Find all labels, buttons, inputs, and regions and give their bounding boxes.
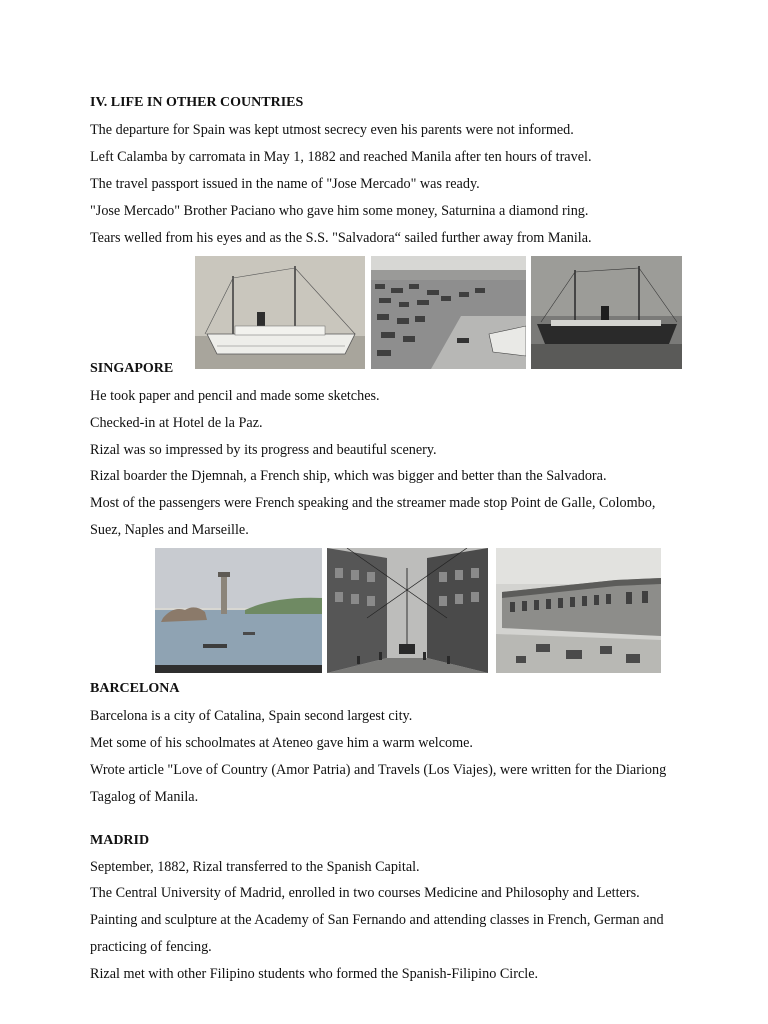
paragraph-line: Tagalog of Manila.	[90, 789, 199, 805]
paragraph-line: The Central University of Madrid, enrolled in two courses Medicine and Philosophy and Letters.	[90, 885, 640, 901]
city-street-photo	[327, 548, 488, 673]
steamship-postcard-photo	[531, 256, 682, 369]
paragraph-line: Left Calamba by carromata in May 1, 1882 and reached Manila after ten hours of travel.	[90, 149, 592, 165]
paragraph-line: The departure for Spain was kept utmost secrecy even his parents were not informed.	[90, 122, 574, 138]
paragraph-line: Rizal was so impressed by its progress and beautiful scenery.	[90, 442, 437, 458]
paragraph-line: Checked-in at Hotel de la Paz.	[90, 415, 263, 431]
paragraph-line: September, 1882, Rizal transferred to the Spanish Capital.	[90, 859, 420, 875]
section-heading-madrid: MADRID	[90, 833, 150, 848]
paragraph-line: The travel passport issued in the name of "Jose Mercado" was ready.	[90, 176, 480, 192]
paragraph-line: He took paper and pencil and made some sketches.	[90, 388, 380, 404]
paragraph-line: Wrote article "Love of Country (Amor Patria) and Travels (Los Viajes), were written for the Diariong	[90, 762, 667, 778]
paragraph-line: Painting and sculpture at the Academy of San Fernando and attending classes in French, German and	[90, 912, 664, 928]
paragraph-line: Barcelona is a city of Catalina, Spain second largest city.	[90, 708, 413, 724]
paragraph-line: Rizal met with other Filipino students who formed the Spanish-Filipino Circle.	[90, 966, 539, 982]
section-heading-singapore: SINGAPORE	[90, 361, 174, 376]
harbor-boats-photo	[371, 256, 526, 369]
paragraph-line: "Jose Mercado" Brother Paciano who gave him some money, Saturnina a diamond ring.	[90, 203, 589, 219]
paragraph-line: Most of the passengers were French speaking and the streamer made stop Point de Galle, Colombo,	[90, 495, 656, 511]
steamship-photo	[195, 256, 365, 369]
paragraph-line: Rizal boarder the Djemnah, a French ship, which was bigger and better than the Salvadora.	[90, 468, 607, 484]
section-heading-barcelona: BARCELONA	[90, 681, 180, 696]
paragraph-line: Tears welled from his eyes and as the S.S. "Salvadora“ sailed further away from Manila.	[90, 230, 592, 246]
paragraph-line: Suez, Naples and Marseille.	[90, 522, 249, 538]
paragraph-line: Met some of his schoolmates at Ateneo gave him a warm welcome.	[90, 735, 473, 751]
section-heading-life-in-other-countries: IV. LIFE IN OTHER COUNTRIES	[90, 95, 304, 110]
plaza-building-engraving	[496, 548, 661, 673]
paragraph-line: practicing of fencing.	[90, 939, 212, 955]
coastal-lighthouse-painting	[155, 548, 322, 673]
